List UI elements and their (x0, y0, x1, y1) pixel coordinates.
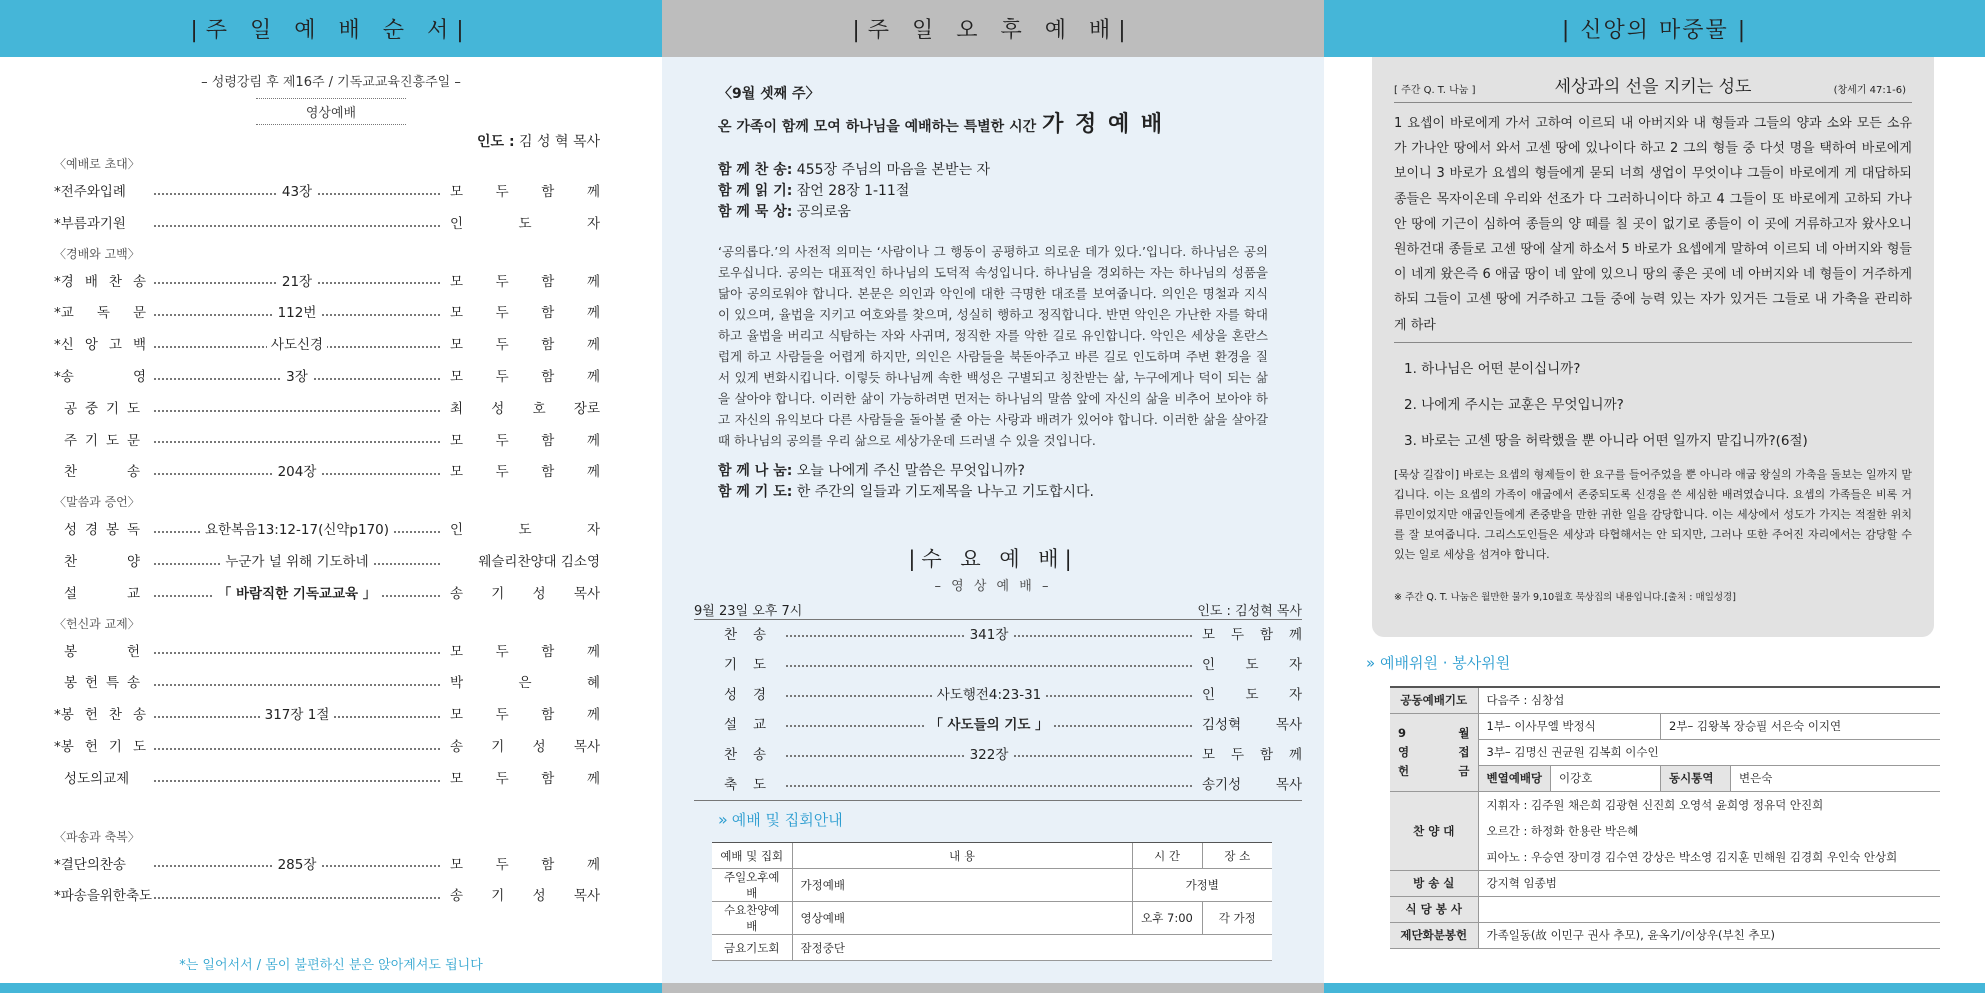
item-person: 모 두 함 께 (450, 856, 600, 873)
family-worship-intro (718, 107, 1268, 138)
table-row (1390, 896, 1940, 922)
label-char: 헌 (1398, 763, 1410, 778)
item-person: 인 도 자 (450, 522, 600, 539)
afternoon-worship-header: |주 일 오 후 예 배| (662, 0, 1324, 57)
wednesday-leader: 인도 : 김성혁 목사 (1197, 604, 1302, 619)
item-label: 봉 헌 특 송 (64, 675, 140, 692)
staff-label: 방 송 실 (1390, 870, 1478, 896)
list-item (54, 764, 600, 796)
week-label: 〈9월 셋째 주〉 (718, 86, 820, 102)
qt-footnote: ※ 주간 Q. T. 나눔은 월만한 물가 9,10월호 묵상집의 내용입니다.[출처 : 매일성경] (1394, 591, 1736, 603)
qt-meditation-guide: [묵상 길잡이] 바로는 요셉의 형제들이 한 요구를 들어주었을 뿐 아니라 애굽 왕실의 가축을 돌보는 일까지 맡깁니다. 이는 요셉의 가족이 애굽에서 존중되도록 신경을 쓴 세심한 배려였습니다. 요셉의 가족들은 비록 거류민이었지만 애굽인들에게 존중받을 만한 귀한 일을 감당합니다. 이는 세상에서 성도가 가지는 적절한 위치를 잘 보여줍니다. 그리스도인들은 세상과 타협해서는 안 되지만, 그러나 또한 주어진 자리에서는 감당할 수 있는 일로 세상을 섬겨야 합니다. (1394, 467, 1912, 561)
item-label: 찬 송 (724, 747, 766, 763)
item-label: *교 독 문 (54, 305, 146, 322)
item-person: 인 도 자 (450, 215, 600, 232)
item-person: 모 두 함 께 (1202, 747, 1302, 763)
worship-type: 영상예배 (256, 98, 406, 125)
item-value-text: 322장 (966, 747, 1013, 763)
item-person: 웨슬리찬양대 김소영 (478, 553, 600, 570)
label-char: 영 (1398, 744, 1410, 759)
meditation-paragraph: ‘공의롭다.’의 사전적 의미는 ‘사람이나 그 행동이 공평하고 의로운 데가 있다.’입니다. 하나님은 공의로우십니다. 공의는 대표적인 하나님의 도덕적 속성입니다. 하나님을 경외하는 자는 하나님의 성품을 닮아 공의로워야 합니다. 본문은 의인과 악인에 대한 극명한 대조를 보여줍니다. 의인은 명철과 지식이 있으며, 율법을 지키고 여호와를 찾으며, 성실히 행하고 정직합니다. 반면 악인은 가난한 자를 학대하고 율법을 버리고 식탐하는 자와 사귀며, 정직한 자를 악한 길로 유인합니다. 악인은 세상을 혼란스럽게 하고 사람들을 어렵게 하지만, 의인은 사람들을 북돋아주고 바른 길로 인도하며 주변 환경을 질서 있게 변화시킵니다. 이렇듯 하나님께 속한 백성은 구별되고 칭찬받는 삶, 누구에게나 덕이 되는 삶을 살아야 합니다. 이러한 삶이 가능하려면 먼저는 하나님의 말씀 앞에 자신의 삶을 비추어 보아야 하고 자신의 유익보다 다른 사람들을 돌아볼 줄 아는 사랑과 배려가 있어야 합니다. 이러한 삶을 살아갈 때 하나님의 공의를 우리 삶으로 세상가운데 드러낼 수 있을 것입니다. (718, 244, 1268, 448)
staff-value: 3부– 김명신 권균원 김복희 이수인 (1478, 739, 1940, 765)
list-item (54, 850, 600, 882)
item-value-text: 「 사도들의 기도 」 (925, 717, 1052, 733)
item-text: 잠언 28장 1-11절 (796, 183, 910, 199)
list-item (54, 209, 600, 241)
schedule-header: 장 소 (1202, 843, 1272, 869)
schedule-place: 가정별 (1132, 869, 1272, 902)
item-value (154, 177, 440, 209)
item-label: 함 께 묵 상: (718, 204, 793, 220)
list-item (694, 740, 1302, 770)
list-item (54, 457, 600, 489)
leader-name: 김 성 혁 목사 (519, 134, 600, 150)
staff-title-text: 예배위원 · 봉사위원 (1379, 654, 1511, 672)
staff-value: 강지혁 임종범 (1478, 870, 1940, 896)
item-label: 봉 헌 (64, 643, 140, 660)
item-value (154, 579, 440, 611)
footer-bar (1324, 983, 1985, 993)
faith-priming-panel (1324, 0, 1985, 993)
item-value (786, 620, 1192, 650)
qt-question: 3. 바로는 고센 땅을 허락했을 뿐 아니라 어떤 일까지 맡깁니까?(6절) (1404, 432, 1808, 449)
schedule-header: 시 간 (1132, 843, 1202, 869)
item-label: 함 께 나 눔: (718, 463, 793, 479)
item-text: 오늘 나에게 주신 말씀은 무엇입니까? (796, 463, 1025, 479)
schedule-section-title (718, 809, 1324, 830)
sunday-worship-panel (0, 0, 662, 993)
label-char: 월 (1458, 725, 1470, 740)
item-label: 성도의교제 (64, 770, 130, 787)
list-item (54, 547, 600, 579)
dotted-leader (154, 684, 440, 686)
dotted-leader (154, 441, 440, 443)
schedule-name: 수요찬양예배 (712, 902, 792, 935)
qt-title: 세상과의 선을 지키는 성도 (1554, 77, 1752, 97)
staff-label: 식 당 봉 사 (1390, 896, 1478, 922)
section-spacer (0, 796, 662, 824)
family-worship-item (718, 160, 1268, 181)
item-value-text: 「 바람직한 기독교교육 」 (214, 586, 380, 602)
share-items (718, 461, 1268, 503)
item-person: 송 기 성 목사 (450, 888, 600, 905)
liturgical-subtitle: – 성령강림 후 제16주 / 기독교교육진흥주일 – (201, 75, 461, 90)
item-label: 성 경 (724, 687, 766, 703)
item-text: 455장 주님의 마음을 본받는 자 (796, 162, 991, 178)
table-row (712, 902, 1272, 935)
list-item (54, 579, 600, 611)
faith-priming-header: | 신앙의 마중물 | (1324, 0, 1985, 57)
dotted-leader (154, 410, 440, 412)
item-value-text: 3장 (282, 369, 312, 385)
item-label: *결단의찬송 (54, 856, 126, 873)
qt-scripture: 1 요셉이 바로에게 가서 고하여 이르되 내 아버지와 내 형들과 그들의 양과 소와 모든 소유가 가나안 땅에서 와서 고센 땅에 있나이다 하고 2 그의 형들 중 다섯 명을 택하여 바로에게 보이니 3 바로가 요셉의 형들에게 묻되 너희 생업이 무엇이냐 그들이 바로에게 게 대답하되 종들은 목자이온데 우리와 선조가 다 그러하니이다 하고 4 그들이 또 바로에게 고하되 가나안 땅에 기근이 심하여 종들의 양 떼를 칠 곳이 없기로 종들이 이 곳에 거류하고자 왔사오니 원하건대 종들로 고센 땅에 살게 하소서 5 바로가 요셉에게 말하여 이르되 네 아버지와 형들이 네게 왔은즉 6 애굽 땅이 네 앞에 있으니 땅의 좋은 곳에 네 아버지와 네 형들이 거주하게 하되 그들이 고센 땅에 거주하고 그들 중에 능력 있는 자가 있거든 그들로 내 가축을 관리하게 하라 (1394, 111, 1912, 343)
list-item (54, 330, 600, 362)
dotted-leader (154, 897, 440, 899)
qt-reference: (창세기 47:1-6) (1833, 85, 1906, 96)
item-person: 모 두 함 께 (450, 707, 600, 724)
item-label: 찬 양 (64, 553, 140, 570)
item-label: 찬 송 (724, 627, 766, 643)
item-person: 모 두 함 께 (450, 337, 600, 354)
table-row (1390, 870, 1940, 896)
section-title: 〈경배와 고백〉 (54, 246, 140, 261)
item-person: 모 두 함 께 (450, 184, 600, 200)
schedule-content: 잠정중단 (792, 935, 1272, 961)
item-label: 성 경 봉 독 (64, 522, 140, 539)
item-person: 모 두 함 께 (1202, 627, 1302, 643)
item-value-text: 21장 (278, 274, 316, 290)
share-item (718, 461, 1268, 482)
choir-line: 오르간 : 하정화 한용란 박은혜 (1486, 823, 1639, 838)
staff-section-title (1366, 652, 1510, 673)
staff-label: 볜열예배당 (1478, 765, 1551, 791)
item-label: 함 께 읽 기: (718, 183, 793, 199)
qt-question: 2. 나에게 주시는 교훈은 무엇입니까? (1404, 396, 1624, 413)
schedule-content: 가정예배 (792, 869, 1132, 902)
family-worship-items (718, 160, 1268, 223)
schedule-header: 내 용 (792, 843, 1132, 869)
choir-line: 피아노 : 우승연 장미경 김수연 강상은 박소영 김지훈 민해원 김경희 우인숙 안상희 (1486, 849, 1898, 864)
item-value (154, 700, 440, 732)
item-label: 설 교 (64, 585, 140, 602)
share-item (718, 482, 1268, 503)
sunday-worship-header: |주 일 예 배 순 서| (0, 0, 662, 57)
qt-question: 1. 하나님은 어떤 분이십니까? (1404, 360, 1581, 377)
dotted-leader (154, 225, 440, 227)
list-item (54, 881, 600, 913)
item-value-text: 204장 (274, 464, 321, 480)
item-value-text: 341장 (966, 627, 1013, 643)
family-worship-item (718, 181, 1268, 202)
item-label: 함 께 기 도: (718, 484, 793, 500)
wednesday-divider (694, 800, 1302, 801)
list-item (54, 267, 600, 299)
schedule-place: 각 가정 (1202, 902, 1272, 935)
schedule-name: 주일오후예배 (712, 869, 792, 902)
table-row (712, 935, 1272, 961)
item-label: *봉 헌 기 도 (54, 738, 146, 755)
item-label: *신 앙 고 백 (54, 337, 146, 354)
schedule-header: 예배 및 집회 (712, 843, 792, 869)
list-item (694, 680, 1302, 710)
item-person: 모 두 함 께 (450, 432, 600, 449)
section-title: 〈파송과 축복〉 (54, 829, 140, 844)
schedule-title-text: 예배 및 집회안내 (731, 811, 843, 829)
item-label: 찬 송 (64, 464, 140, 481)
item-text: 공의로움 (796, 204, 851, 220)
staff-value: 1부– 이사무엘 박정식 (1478, 713, 1661, 739)
item-value (154, 457, 440, 489)
table-row (1390, 713, 1940, 739)
item-label: 기 도 (724, 657, 766, 673)
dotted-leader (154, 652, 440, 654)
section-title: 〈예배로 초대〉 (54, 157, 140, 171)
item-label: *봉 헌 찬 송 (54, 707, 146, 724)
item-person: 모 두 함 께 (450, 305, 600, 322)
item-label: *송 영 (54, 368, 146, 385)
item-value-text: 317장 1절 (261, 707, 334, 723)
item-value-text: 사도신경 (267, 337, 327, 353)
item-person: 박 은 혜 (450, 675, 600, 692)
staff-value: 다음주 : 심창섭 (1478, 687, 1940, 713)
list-item (54, 637, 600, 669)
item-label: 주 기 도 문 (64, 432, 140, 449)
staff-value (1478, 896, 1940, 922)
table-row (1390, 687, 1940, 713)
staff-value (1478, 791, 1940, 870)
staff-value: 가족일동(故 이민구 권사 추모), 윤옥기/이상우(부친 추모) (1478, 922, 1940, 948)
list-item (694, 650, 1302, 680)
wednesday-worship-subtitle: – 영 상 예 배 – (934, 579, 1052, 594)
dotted-leader (786, 785, 1192, 787)
staff-label: 제단화분봉헌 (1390, 922, 1478, 948)
standing-note: *는 일어서서 / 몸이 불편하신 분은 앉아계셔도 됩니다 (179, 958, 483, 973)
item-person: 송 기 성 목사 (450, 585, 600, 602)
item-value-text: 43장 (278, 184, 316, 200)
item-person: 최 성 호 장로 (450, 400, 600, 417)
staff-label (1390, 713, 1478, 791)
worship-leader (0, 131, 662, 151)
schedule-content: 영상예배 (792, 902, 1132, 935)
item-person: 송 기 성 목사 (450, 738, 600, 755)
schedule-header-row (712, 843, 1272, 869)
list-item (54, 298, 600, 330)
staff-label: 찬 양 대 (1390, 791, 1478, 870)
schedule-table (712, 842, 1272, 961)
item-value (786, 680, 1192, 710)
staff-label: 공동예배기도 (1390, 687, 1478, 713)
item-person: 모 두 함 께 (450, 273, 600, 290)
section-title: 〈헌신과 교제〉 (54, 616, 140, 631)
order-of-worship (0, 151, 662, 913)
family-worship-title: 가 정 예 배 (1042, 112, 1165, 137)
staff-value: 변은숙 (1731, 765, 1940, 791)
item-value-text: 누군가 널 위해 기도하네 (221, 554, 372, 570)
list-item (54, 668, 600, 700)
item-person: 김성혁 목사 (1202, 717, 1302, 733)
list-item (54, 362, 600, 394)
item-label: 축 도 (724, 777, 766, 793)
item-person: 모 두 함 께 (450, 464, 600, 481)
staff-value: 이강호 (1551, 765, 1661, 791)
list-item (54, 394, 600, 426)
item-value (786, 740, 1192, 770)
label-char: 금 (1458, 763, 1470, 778)
label-char: 9 (1398, 725, 1407, 740)
list-item (54, 700, 600, 732)
staff-table (1390, 686, 1940, 949)
item-person: 모 두 함 께 (450, 643, 600, 660)
wednesday-worship-title: |수 요 예 배| (908, 547, 1078, 571)
item-value-text: 사도행전4:23-31 (933, 687, 1046, 703)
list-item (54, 177, 600, 209)
item-label: *경 배 찬 송 (54, 273, 146, 290)
section-title: 〈말씀과 증언〉 (54, 495, 140, 510)
dotted-leader (786, 665, 1192, 667)
item-value (154, 298, 440, 330)
staff-value: 2부– 김왕복 장승필 서은숙 이지연 (1661, 713, 1940, 739)
qt-tag: [ 주간 Q. T. 나눔 ] (1394, 85, 1476, 96)
table-row (1390, 922, 1940, 948)
item-value (154, 362, 440, 394)
schedule-name: 금요기도회 (712, 935, 792, 961)
dotted-leader (154, 748, 440, 750)
footer-bar (0, 983, 662, 993)
item-label: *부름과기원 (54, 215, 126, 232)
list-item (54, 515, 600, 547)
item-value-text: 112번 (274, 305, 321, 321)
item-text: 한 주간의 일들과 기도제목을 나누고 기도합시다. (796, 484, 1094, 500)
qt-heading (1394, 77, 1912, 103)
list-item (694, 620, 1302, 650)
item-person: 모 두 함 께 (450, 770, 600, 787)
double-chevron-icon: » (1366, 654, 1376, 672)
afternoon-worship-panel (662, 0, 1324, 993)
list-item (54, 426, 600, 458)
item-person: 인 도 자 (1202, 657, 1302, 673)
item-person: 모 두 함 께 (450, 368, 600, 385)
item-value (154, 515, 440, 547)
item-value (154, 547, 440, 579)
item-label: *파송을위한축도 (54, 888, 153, 905)
label-char: 접 (1458, 744, 1470, 759)
item-value-text: 요한복음13:12-17(신약p170) (201, 522, 393, 538)
item-label: 설 교 (724, 717, 766, 733)
table-row (1390, 791, 1940, 870)
item-person: 인 도 자 (1202, 687, 1302, 703)
double-chevron-icon: » (718, 810, 728, 829)
list-item (694, 710, 1302, 740)
family-worship-item (718, 202, 1268, 223)
wednesday-date: 9월 23일 오후 7시 (694, 604, 803, 619)
leader-label: 인도 : (477, 134, 515, 150)
wednesday-order (662, 620, 1324, 800)
footer-bar (662, 983, 1324, 993)
list-item (54, 732, 600, 764)
choir-line: 지휘자 : 김주원 채은희 김광현 신진희 오영석 윤희영 정유덕 안진희 (1486, 797, 1824, 812)
staff-label: 동시통역 (1661, 765, 1731, 791)
item-value (154, 330, 440, 362)
item-value (786, 710, 1192, 740)
item-value (154, 850, 440, 882)
item-person: 송기성 목사 (1202, 777, 1302, 793)
item-label: 함 께 찬 송: (718, 162, 793, 178)
schedule-time: 오후 7:00 (1132, 902, 1202, 935)
qt-box (1372, 57, 1934, 637)
item-value (154, 267, 440, 299)
list-item (694, 770, 1302, 800)
intro-text: 온 가족이 함께 모여 하나님을 예배하는 특별한 시간 (718, 119, 1037, 135)
item-label: *전주와입례 (54, 184, 126, 200)
wednesday-meta (694, 600, 1302, 620)
table-row (712, 869, 1272, 902)
dotted-leader (154, 780, 440, 782)
item-value-text: 285장 (274, 857, 321, 873)
item-label: 공 중 기 도 (64, 400, 140, 417)
